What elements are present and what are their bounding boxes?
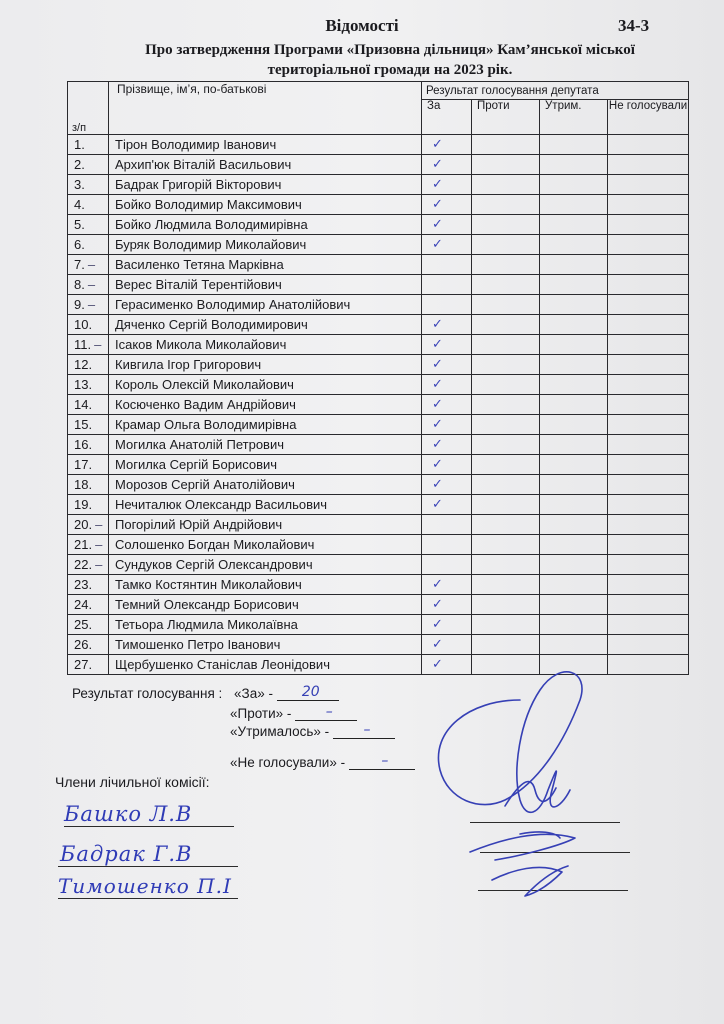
row-name: Архип'юк Віталій Васильович bbox=[109, 155, 422, 175]
document-title: Відомості bbox=[325, 16, 399, 35]
row-name: Крамар Ольга Володимирівна bbox=[109, 415, 422, 435]
row-dash-mark: – bbox=[87, 277, 96, 292]
row-name: Буряк Володимир Миколайович bbox=[109, 235, 422, 255]
row-number-text: 1. bbox=[74, 137, 85, 152]
vote-for-mark: ✓ bbox=[422, 395, 472, 415]
row-number-text: 25. bbox=[74, 617, 93, 632]
chair-signature-scribble bbox=[438, 672, 582, 812]
row-name: Герасименко Володимир Анатолійович bbox=[109, 295, 422, 315]
row-name: Бойко Людмила Володимирівна bbox=[109, 215, 422, 235]
row-number-text: 10. bbox=[74, 317, 93, 332]
result-for-label: «За» - bbox=[234, 686, 273, 701]
row-number-text: 20. bbox=[74, 517, 93, 532]
row-name: Морозов Сергій Анатолійович bbox=[109, 475, 422, 495]
vote-for-mark: ✓ bbox=[422, 235, 472, 255]
vote-for-mark: ✓ bbox=[422, 355, 472, 375]
signature-mark-1 bbox=[505, 782, 556, 806]
document-subtitle-line2: територіальної громади на 2023 рік. bbox=[267, 62, 513, 78]
row-number-text: 8. bbox=[74, 277, 85, 292]
row-name: Дяченко Сергій Володимирович bbox=[109, 315, 422, 335]
row-number-text: 2. bbox=[74, 157, 85, 172]
result-label: Результат голосування : bbox=[72, 686, 223, 701]
row-number-text: 5. bbox=[74, 217, 85, 232]
commission-member-3: Тимошенко П.І bbox=[58, 874, 232, 898]
row-name: Тірон Володимир Іванович bbox=[109, 135, 422, 155]
commission-label: Члени лічильної комісії: bbox=[55, 774, 210, 790]
column-header-abstain: Утрим. bbox=[540, 100, 608, 135]
row-name: Ісаков Микола Миколайович bbox=[109, 335, 422, 355]
row-number-text: 17. bbox=[74, 457, 93, 472]
signature-mark-3 bbox=[492, 866, 568, 896]
column-header-for: За bbox=[422, 100, 472, 135]
row-dash-mark: – bbox=[87, 297, 96, 312]
row-name: Тамко Костянтин Миколайович bbox=[109, 575, 422, 595]
row-number-text: 26. bbox=[74, 637, 93, 652]
vote-for-mark: ✓ bbox=[422, 635, 472, 655]
commission-member-1: Башко Л.В bbox=[64, 802, 193, 826]
column-header-result: Результат голосування депутата bbox=[422, 82, 689, 100]
vote-for-mark: ✓ bbox=[422, 595, 472, 615]
result-abstain-value: – bbox=[363, 722, 371, 738]
document-subtitle-line1: Про затвердження Програми «Призовна дільниця» Кам’янської міської bbox=[145, 42, 635, 58]
row-name: Нечиталюк Олександр Васильович bbox=[109, 495, 422, 515]
row-name: Кивгила Ігор Григорович bbox=[109, 355, 422, 375]
vote-for-mark: ✓ bbox=[422, 175, 472, 195]
vote-for-mark: ✓ bbox=[422, 135, 472, 155]
row-number-text: 16. bbox=[74, 437, 93, 452]
row-number-text: 24. bbox=[74, 597, 93, 612]
row-number-text: 12. bbox=[74, 357, 93, 372]
row-name: Темний Олександр Борисович bbox=[109, 595, 422, 615]
row-name: Король Олексій Миколайович bbox=[109, 375, 422, 395]
row-name: Василенко Тетяна Марківна bbox=[109, 255, 422, 275]
vote-for-mark: ✓ bbox=[422, 495, 472, 515]
result-abstain-label: «Утрималось» - bbox=[230, 724, 330, 739]
row-name: Верес Віталій Терентійович bbox=[109, 275, 422, 295]
column-header-not-voted: Не голосували bbox=[608, 100, 689, 135]
document-number: 34-3 bbox=[618, 16, 650, 35]
row-name: Тимошенко Петро Іванович bbox=[109, 635, 422, 655]
column-header-number: з/п bbox=[68, 82, 109, 135]
vote-for-mark: ✓ bbox=[422, 155, 472, 175]
row-number-text: 15. bbox=[74, 417, 93, 432]
column-header-against: Проти bbox=[472, 100, 540, 135]
row-name: Бойко Володимир Максимович bbox=[109, 195, 422, 215]
row-name: Солошенко Богдан Миколайович bbox=[109, 535, 422, 555]
vote-for-mark: ✓ bbox=[422, 475, 472, 495]
result-not-voted-value: – bbox=[381, 753, 389, 769]
row-number-text: 7. bbox=[74, 257, 85, 272]
row-number-text: 3. bbox=[74, 177, 85, 192]
vote-for-mark: ✓ bbox=[422, 195, 472, 215]
row-name: Сундуков Сергій Олександрович bbox=[109, 555, 422, 575]
row-dash-mark: – bbox=[87, 257, 96, 272]
vote-for-mark: ✓ bbox=[422, 415, 472, 435]
row-number-text: 18. bbox=[74, 477, 93, 492]
row-number-text: 6. bbox=[74, 237, 85, 252]
row-number-text: 22. bbox=[74, 557, 93, 572]
row-name: Щербушенко Станіслав Леонідович bbox=[109, 655, 422, 675]
column-header-name: Прізвище, ім’я, по-батькові bbox=[109, 82, 422, 135]
vote-for-mark: ✓ bbox=[422, 375, 472, 395]
row-name: Косюченко Вадим Андрійович bbox=[109, 395, 422, 415]
row-number-text: 4. bbox=[74, 197, 85, 212]
row-name: Бадрак Григорій Вікторович bbox=[109, 175, 422, 195]
row-dash-mark: – bbox=[94, 337, 102, 352]
result-against-value: – bbox=[325, 704, 333, 720]
vote-for-mark: ✓ bbox=[422, 615, 472, 635]
row-number-text: 9. bbox=[74, 297, 85, 312]
row-dash-mark: – bbox=[95, 517, 103, 532]
row-name: Погорілий Юрій Андрійович bbox=[109, 515, 422, 535]
row-number-text: 27. bbox=[74, 657, 93, 672]
vote-for-mark: ✓ bbox=[422, 435, 472, 455]
vote-for-mark: ✓ bbox=[422, 575, 472, 595]
row-number-text: 14. bbox=[74, 397, 93, 412]
row-number-text: 21. bbox=[74, 537, 93, 552]
row-name: Могилка Анатолій Петрович bbox=[109, 435, 422, 455]
row-name: Могилка Сергій Борисович bbox=[109, 455, 422, 475]
row-number-text: 23. bbox=[74, 577, 93, 592]
vote-for-mark: ✓ bbox=[422, 655, 472, 675]
row-number-text: 11. bbox=[74, 337, 92, 352]
row-dash-mark: – bbox=[95, 537, 103, 552]
signature-mark-2 bbox=[470, 832, 575, 860]
result-for-value: 20 bbox=[301, 684, 320, 700]
row-dash-mark: – bbox=[95, 557, 103, 572]
vote-for-mark: ✓ bbox=[422, 335, 472, 355]
vote-for-mark: ✓ bbox=[422, 455, 472, 475]
row-number-text: 13. bbox=[74, 377, 93, 392]
commission-member-2: Бадрак Г.В bbox=[60, 842, 193, 866]
row-number-text: 19. bbox=[74, 497, 93, 512]
vote-for-mark: ✓ bbox=[422, 215, 472, 235]
result-not-voted-label: «Не голосували» - bbox=[230, 755, 346, 770]
vote-for-mark: ✓ bbox=[422, 315, 472, 335]
row-name: Тетьора Людмила Миколаївна bbox=[109, 615, 422, 635]
result-against-label: «Проти» - bbox=[230, 706, 292, 721]
